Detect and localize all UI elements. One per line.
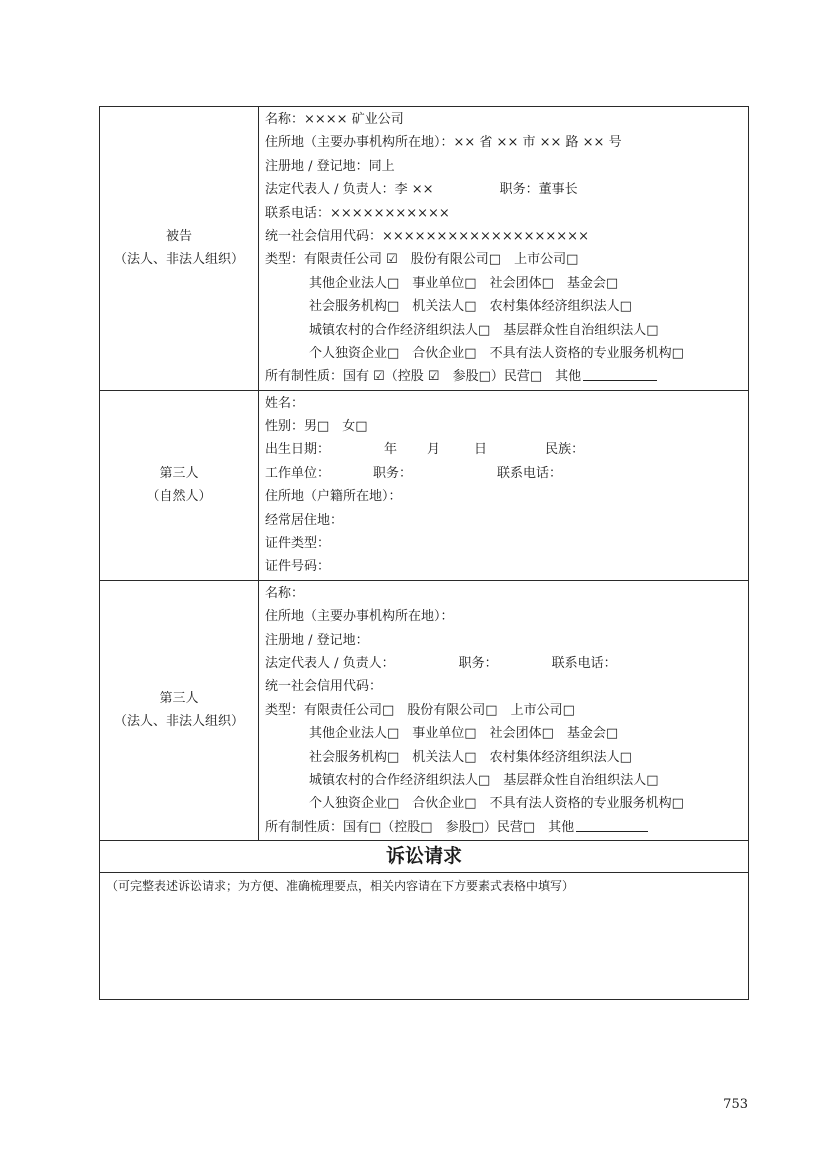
- third-legal-other-blank: [576, 818, 648, 832]
- third-party-legal-row: [100, 580, 749, 840]
- third-legal-type-line-3: 社会服务机构□ 机关法人□ 农村集体经济组织法人□: [309, 749, 632, 765]
- third-natural-content-cell: [259, 390, 749, 580]
- third-legal-ownership: 所有制性质：国有□（控股□ 参股□）民营□ 其他: [265, 819, 575, 835]
- third-legal-label: 第三人: [159, 691, 199, 707]
- defendant-name: 名称：×××× 矿业公司: [265, 112, 404, 127]
- defendant-address: 住所地（主要办事机构所在地）：×× 省 ×× 市 ×× 路 ×× 号: [265, 135, 622, 151]
- page-number: 753: [723, 1097, 748, 1112]
- third-legal-registered: 注册地 / 登记地：: [265, 632, 369, 648]
- claims-text-area[interactable]: [100, 873, 749, 1000]
- defendant-row: [100, 107, 749, 391]
- third-legal-name: 名称：: [265, 585, 305, 601]
- defendant-label: 被告: [165, 228, 192, 244]
- third-legal-credit-code: 统一社会信用代码：: [265, 679, 383, 695]
- third-legal-rep: 法定代表人 / 负责人：: [265, 655, 395, 671]
- defendant-type-line-1: 类型：有限责任公司 ☑ 股份有限公司□ 上市公司□: [265, 252, 579, 268]
- defendant-type-line-3: 社会服务机构□ 机关法人□ 农村集体经济组织法人□: [309, 299, 632, 315]
- defendant-credit-code: 统一社会信用代码：×××××××××××××××××××: [265, 228, 589, 244]
- defendant-type-line-5: 个人独资企业□ 合伙企业□ 不具有法人资格的专业服务机构□: [309, 345, 684, 361]
- defendant-other-blank: [583, 367, 657, 381]
- third-natural-residence: 经常居住地：: [265, 512, 344, 528]
- third-legal-type-line-1: 类型：有限责任公司□ 股份有限公司□ 上市公司□: [265, 702, 575, 718]
- defendant-legal-rep-line: [265, 178, 748, 201]
- defendant-legal-rep: 法定代表人 / 负责人：李 ××: [265, 182, 434, 198]
- third-natural-id-number: 证件号码：: [265, 559, 331, 575]
- defendant-type-line-4: 城镇农村的合作经济组织法人□ 基层群众性自治组织法人□: [309, 322, 659, 338]
- third-natural-position: 职务：: [373, 465, 413, 481]
- third-natural-birth: 出生日期：: [265, 442, 331, 458]
- third-party-natural-row: [100, 390, 749, 580]
- third-natural-gender: 性别：男□ 女□: [265, 419, 368, 435]
- third-natural-phone: 联系电话：: [497, 465, 563, 481]
- third-natural-label-type: （自然人）: [146, 489, 212, 505]
- third-legal-rep-line: [265, 652, 748, 675]
- third-natural-label: 第三人: [159, 465, 199, 481]
- defendant-phone: 联系电话：×××××××××××: [265, 205, 450, 221]
- claims-title: 诉讼请求: [100, 841, 749, 873]
- third-legal-content-cell: [259, 580, 749, 840]
- third-legal-position: 职务：: [458, 655, 498, 671]
- third-legal-label-type: （法人、非法人组织）: [113, 714, 244, 730]
- third-legal-label-cell: [100, 580, 259, 840]
- third-natural-ethnicity: 民族：: [545, 442, 585, 458]
- birth-day: 日: [474, 442, 488, 458]
- third-legal-phone: 联系电话：: [551, 655, 617, 671]
- defendant-label-cell: [100, 107, 259, 391]
- third-natural-employer-line: [265, 462, 748, 485]
- birth-year: 年: [384, 442, 398, 458]
- third-legal-type-line-4: 城镇农村的合作经济组织法人□ 基层群众性自治组织法人□: [309, 772, 659, 788]
- third-natural-name: 姓名：: [265, 395, 305, 411]
- third-natural-birth-line: [265, 438, 748, 461]
- defendant-ownership: 所有制性质：国有 ☑（控股 ☑ 参股□）民营□ 其他: [265, 369, 582, 385]
- defendant-position: 职务：董事长: [499, 182, 578, 198]
- third-natural-employer: 工作单位：: [265, 465, 331, 481]
- third-legal-type-line-5: 个人独资企业□ 合伙企业□ 不具有法人资格的专业服务机构□: [309, 796, 684, 812]
- claims-body-row: [100, 873, 749, 1000]
- defendant-label-type: （法人、非法人组织）: [113, 252, 244, 268]
- defendant-ownership-line: [265, 365, 748, 388]
- birth-month: 月: [427, 442, 441, 458]
- claims-heading-row: [100, 841, 749, 873]
- defendant-registered: 注册地 / 登记地：同上: [265, 158, 395, 174]
- defendant-type-line-2: 其他企业法人□ 事业单位□ 社会团体□ 基金会□: [309, 275, 619, 291]
- third-legal-type-line-2: 其他企业法人□ 事业单位□ 社会团体□ 基金会□: [309, 726, 619, 742]
- third-natural-label-cell: [100, 390, 259, 580]
- third-natural-domicile: 住所地（户籍所在地）：: [265, 489, 402, 505]
- defendant-content-cell: [259, 107, 749, 391]
- complaint-form-table: [99, 106, 749, 1000]
- third-legal-address: 住所地（主要办事机构所在地）：: [265, 609, 454, 625]
- third-legal-ownership-line: [265, 816, 748, 839]
- claims-note: （可完整表述诉讼请求；为方便、准确梳理要点，相关内容请在下方要素式表格中填写）: [106, 879, 575, 894]
- third-natural-id-type: 证件类型：: [265, 536, 331, 552]
